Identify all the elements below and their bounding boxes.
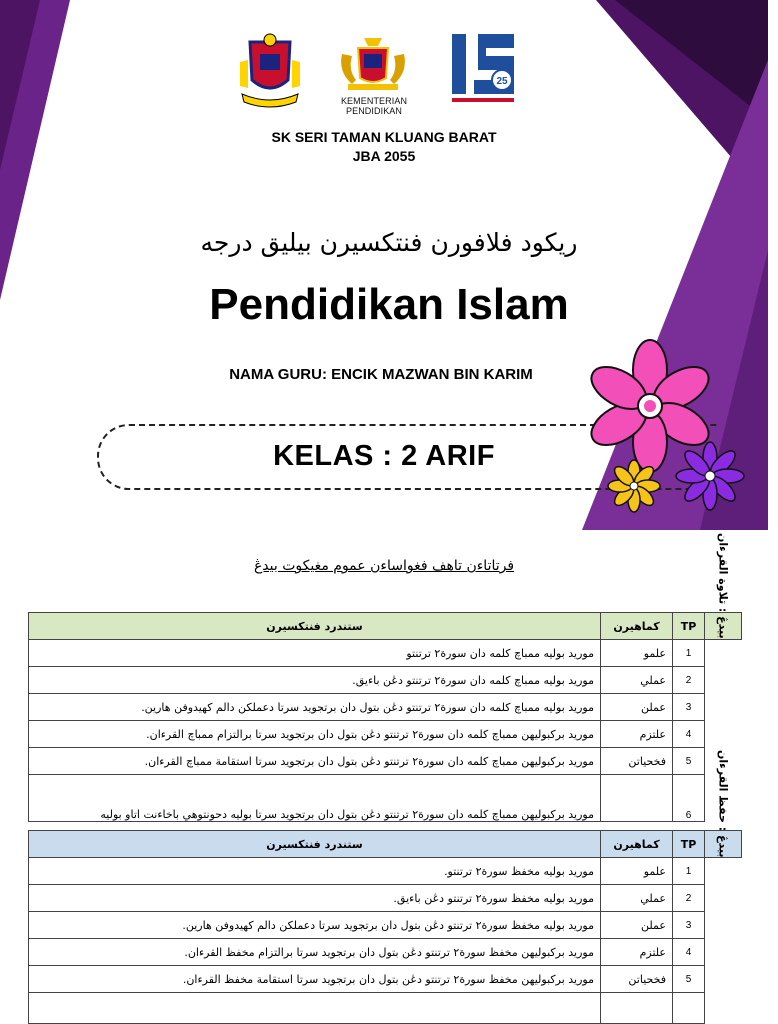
school-code: JBA 2055 (352, 148, 416, 164)
jawi-title: ريکود فلافورن فنتکسيرن بيليق درجه (200, 228, 578, 257)
row-description: موريد برکبوليهن ممباچ کلمه دان سورة٢ ترتنتو دڠن بتول دان برتجويد سرتا استقامة ممباچ القرءان. (29, 748, 601, 775)
section-heading-text: فرتاتاءن تاهف فغواساءن عموم مغيکوت بيدڠ (253, 558, 515, 574)
table-row (29, 966, 742, 993)
subject-title: Pendidikan Islam (209, 280, 569, 329)
yellow-flower-icon (608, 460, 660, 512)
row-mastery (601, 775, 673, 822)
table-row (29, 748, 742, 775)
row-description: موريد بوليه مخفظ سورة٢ ترتنتو. (29, 858, 601, 885)
table-header-row (29, 831, 742, 858)
class-label: KELAS : 2 ARIF (273, 440, 495, 472)
row-tp (673, 993, 705, 1024)
row-tp: 2 (673, 667, 705, 694)
teacher-name: NAMA GURU: ENCIK MAZWAN BIN KARIM (229, 366, 533, 383)
column-header-tp: TP (673, 831, 705, 858)
row-mastery (601, 993, 673, 1024)
row-description: موريد بوليه مخفظ سورة٢ ترتنتو دڠن باءيق. (29, 885, 601, 912)
table-row (29, 858, 742, 885)
row-mastery: علتزم (601, 939, 673, 966)
row-description (29, 993, 601, 1024)
row-description: موريد بوليه ممباچ کلمه دان سورة٢ ترتنتو دڠن باءيق. (29, 667, 601, 694)
row-description: موريد بوليه ممباچ کلمه دان سورة٢ ترتنتو (29, 640, 601, 667)
column-header-mastery: کماهيرن (601, 831, 673, 858)
row-tp: 3 (673, 694, 705, 721)
table-side-label (705, 749, 742, 858)
row-tp: 4 (673, 721, 705, 748)
table-row (29, 694, 742, 721)
row-description: موريد برکبوليهن ممباچ کلمه دان سورة٢ ترتنتو دڠن بتول دان برتجويد سرتا بوليه دحونتوهي باخاءنت اتاو بوليه (29, 775, 601, 822)
row-mastery: عملن (601, 694, 673, 721)
row-mastery: فخحياتن (601, 748, 673, 775)
side-label-text: بيدڠ : تلاوة القرءان (716, 533, 730, 639)
row-description: موريد برکبوليهن مخفظ سورة٢ ترتنتو دڠن بتول دان برتجويد سرتا برالتزام مخفظ القرءان. (29, 939, 601, 966)
ministry-label: KEMENTERIAN PENDIDIKAN (340, 96, 408, 116)
row-tp: 2 (673, 885, 705, 912)
row-tp: 1 (673, 640, 705, 667)
row-tp: 1 (673, 858, 705, 885)
table-header-row (29, 613, 742, 640)
row-description: موريد بوليه مخفظ سورة٢ ترتنتو دڠن بتول دان برتجويد سرتا دعملکن دالم کهيدوفن هارين. (29, 912, 601, 939)
table-row (29, 775, 742, 822)
row-mastery: علتزم (601, 721, 673, 748)
row-description: موريد برکبوليهن ممباچ کلمه دان سورة٢ ترتنتو دڠن بتول دان برتجويد سرتا برالتزام ممباچ القرءان. (29, 721, 601, 748)
row-description: موريد برکبوليهن مخفظ سورة٢ ترتنتو دڠن بتول دان برتجويد سرتا استقامة مخفظ القرءان. (29, 966, 601, 993)
purple-flower-icon (676, 442, 744, 510)
row-tp: 3 (673, 912, 705, 939)
row-description: موريد بوليه ممباچ کلمه دان سورة٢ ترتنتو دڠن بتول دان برتجويد سرتا دعملکن دالم کهيدوفن هارين. (29, 694, 601, 721)
row-mastery: عملي (601, 885, 673, 912)
column-header-standard: ستندرد فنتکسيرن (29, 613, 601, 640)
row-mastery: عملي (601, 667, 673, 694)
ministry-coat-of-arms-logo (334, 34, 412, 94)
row-tp: 6 (673, 775, 705, 822)
row-tp: 5 (673, 966, 705, 993)
table-row (29, 667, 742, 694)
column-header-tp: TP (673, 613, 705, 640)
section-heading (0, 558, 768, 574)
table-row (29, 721, 742, 748)
column-header-standard: ستندرد فنتکسيرن (29, 831, 601, 858)
pink-flower-icon (584, 340, 715, 472)
table-side-label (705, 533, 742, 640)
table-row (29, 912, 742, 939)
side-label-text: بيدڠ : حفظ القرءان (716, 749, 730, 857)
table-row (29, 885, 742, 912)
row-mastery: فخحياتن (601, 966, 673, 993)
row-mastery: علمو (601, 640, 673, 667)
table-row (29, 640, 742, 667)
school-name: SK SERI TAMAN KLUANG BARAT (271, 129, 497, 145)
column-header-mastery: کماهيرن (601, 613, 673, 640)
row-tp: 4 (673, 939, 705, 966)
school-crest-logo (238, 32, 302, 108)
row-mastery: علمو (601, 858, 673, 885)
is25-logo (448, 30, 518, 106)
table-row (29, 993, 742, 1024)
table-row (29, 939, 742, 966)
row-mastery: عملن (601, 912, 673, 939)
svg-text:25: 25 (496, 76, 508, 87)
flowers-illustration (578, 340, 758, 520)
row-tp: 5 (673, 748, 705, 775)
